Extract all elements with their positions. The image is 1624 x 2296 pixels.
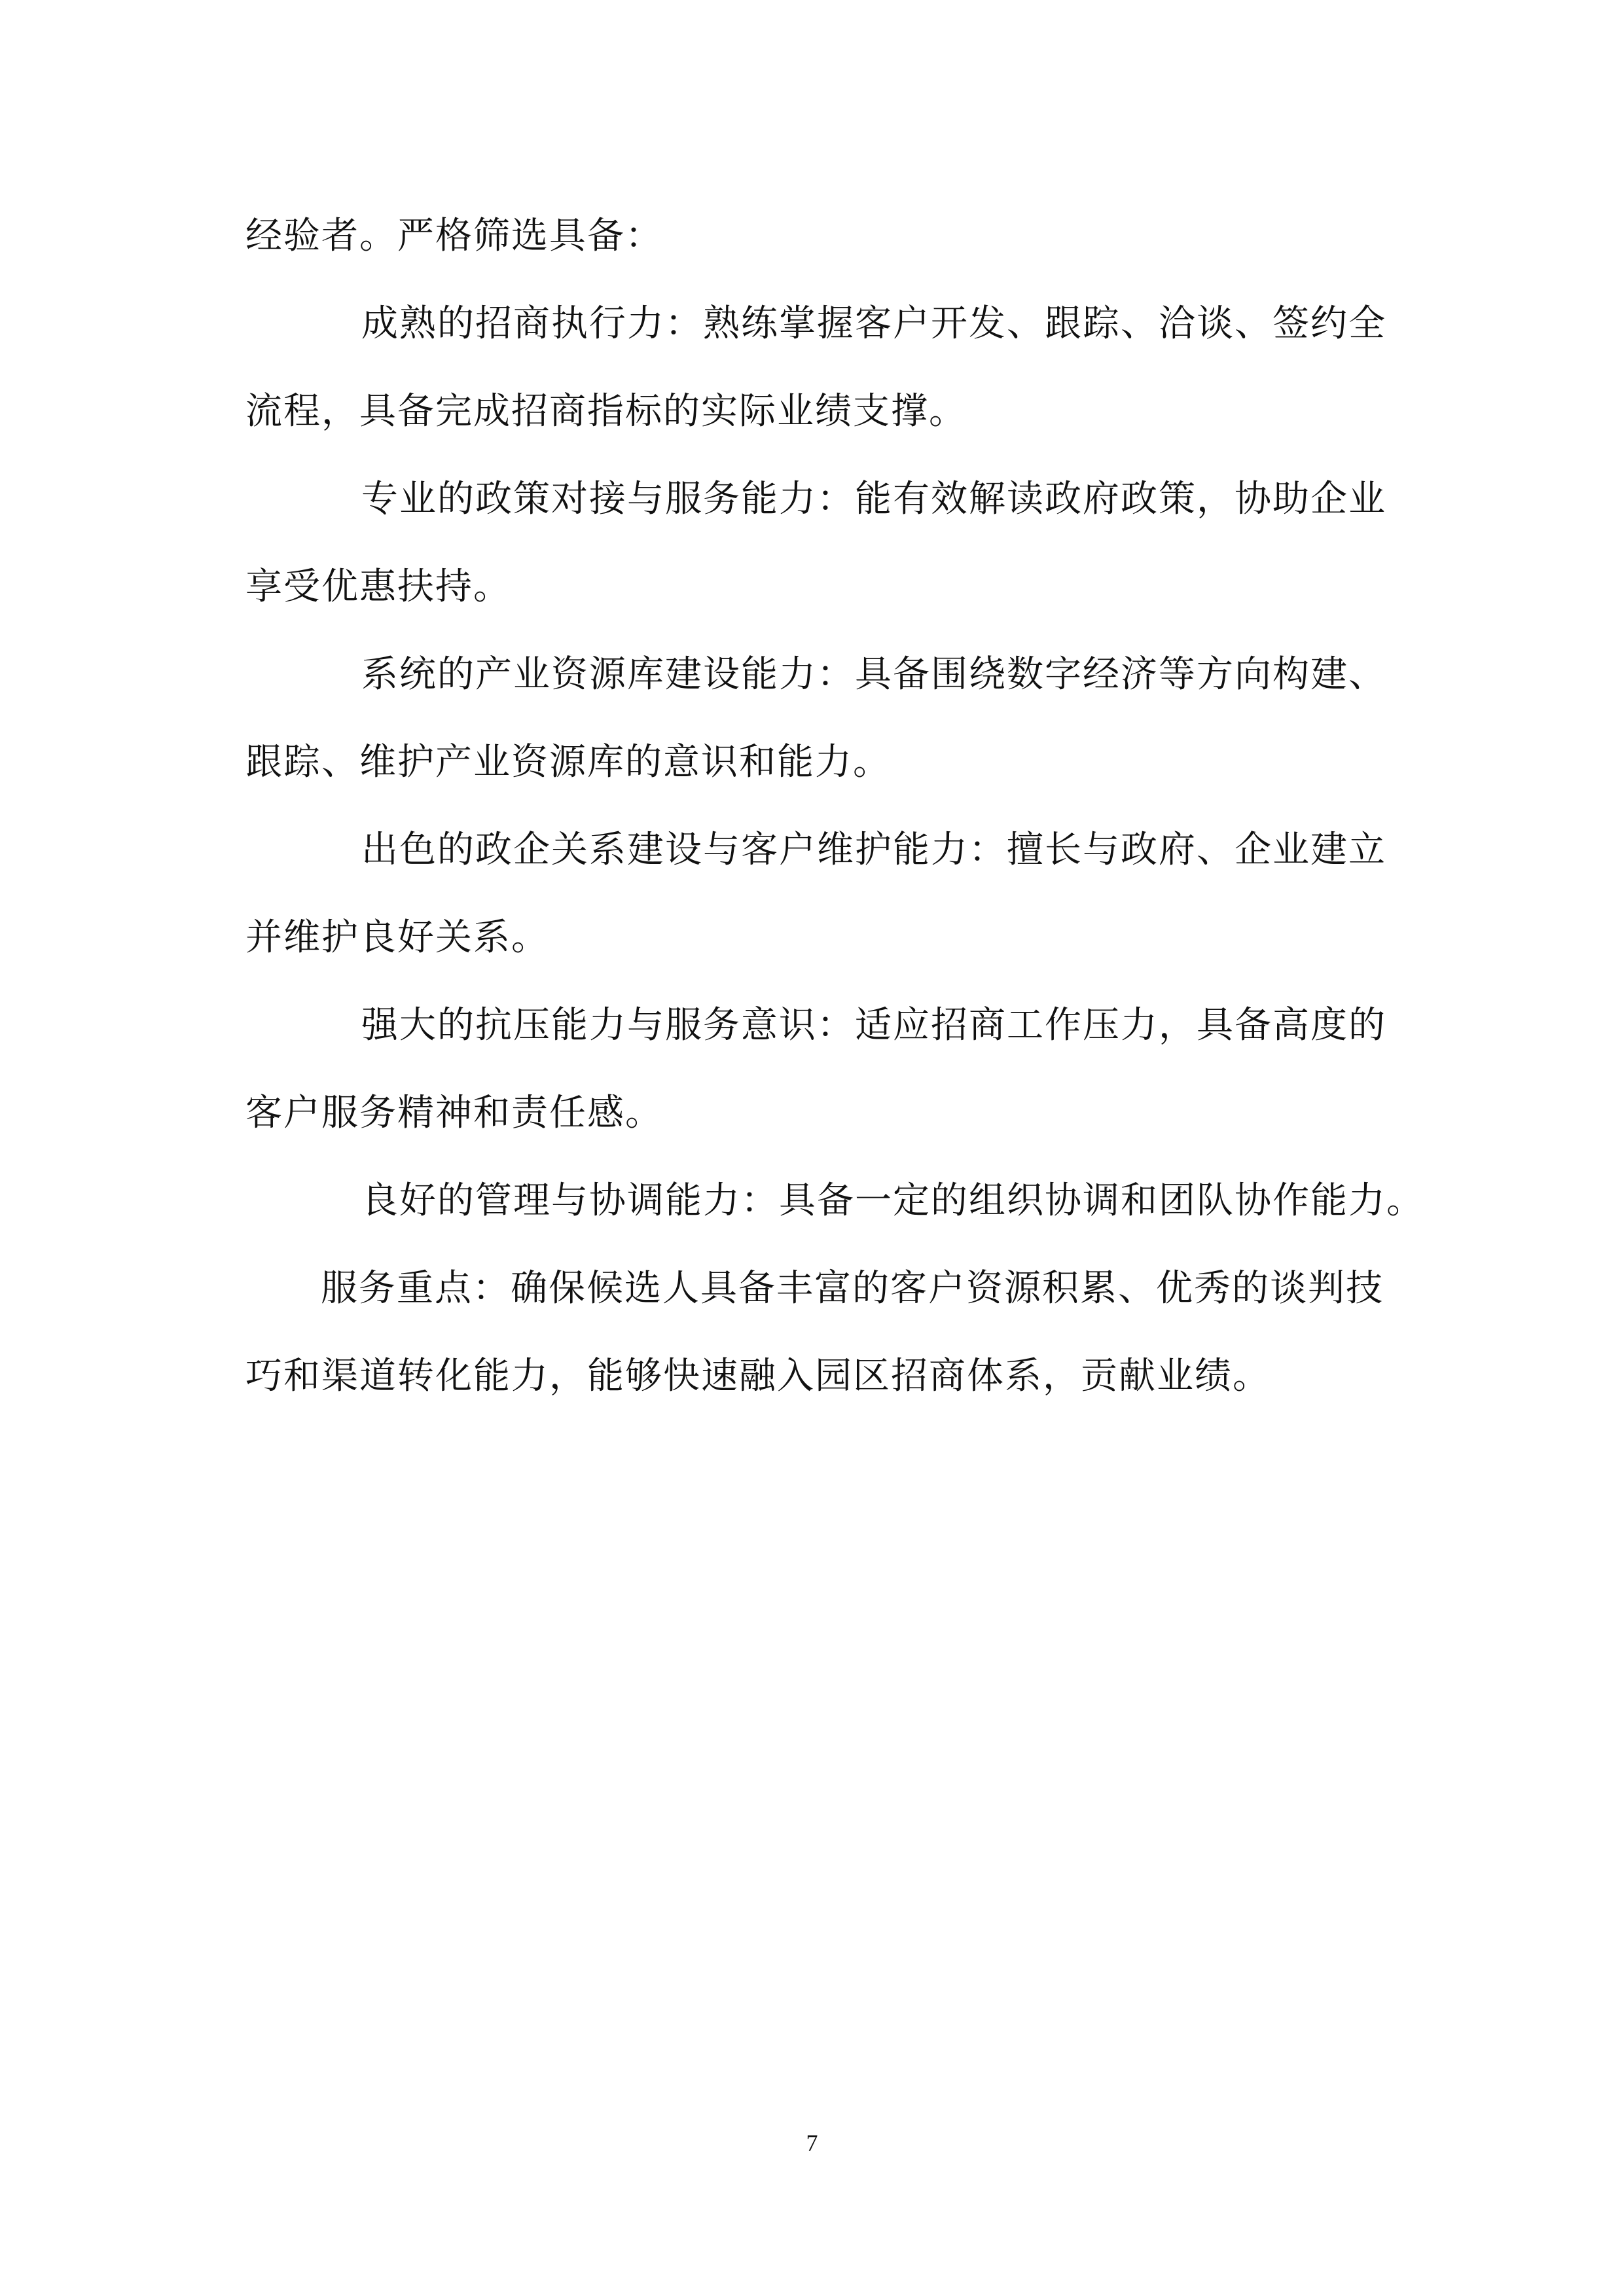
page-number: 7: [806, 2130, 818, 2156]
text-line: 良好的管理与协调能力：具备一定的组织协调和团队协作能力。: [361, 1179, 1424, 1222]
text-line: 强大的抗压能力与服务意识：适应招商工作压力，具备高度的: [361, 1004, 1386, 1047]
text-line: 跟踪、维护产业资源库的意识和能力。: [245, 741, 891, 783]
text-line: 经验者。严格筛选具备：: [245, 215, 663, 257]
text-line: 巧和渠道转化能力，能够快速融入园区招商体系，贡献业绩。: [245, 1355, 1271, 1397]
text-line: 成熟的招商执行力：熟练掌握客户开发、跟踪、洽谈、签约全: [361, 302, 1386, 345]
text-line: 客户服务精神和责任感。: [245, 1092, 663, 1134]
text-line: 服务重点：确保候选人具备丰富的客户资源积累、优秀的谈判技: [321, 1267, 1384, 1310]
text-line: 出色的政企关系建设与客户维护能力：擅长与政府、企业建立: [361, 829, 1386, 871]
text-line: 系统的产业资源库建设能力：具备围绕数字经济等方向构建、: [361, 653, 1386, 696]
text-line: 专业的政策对接与服务能力：能有效解读政府政策，协助企业: [361, 478, 1386, 520]
text-line: 享受优惠扶持。: [245, 565, 511, 608]
text-line: 流程，具备完成招商指标的实际业绩支撑。: [245, 390, 967, 433]
text-line: 并维护良好关系。: [245, 916, 549, 959]
